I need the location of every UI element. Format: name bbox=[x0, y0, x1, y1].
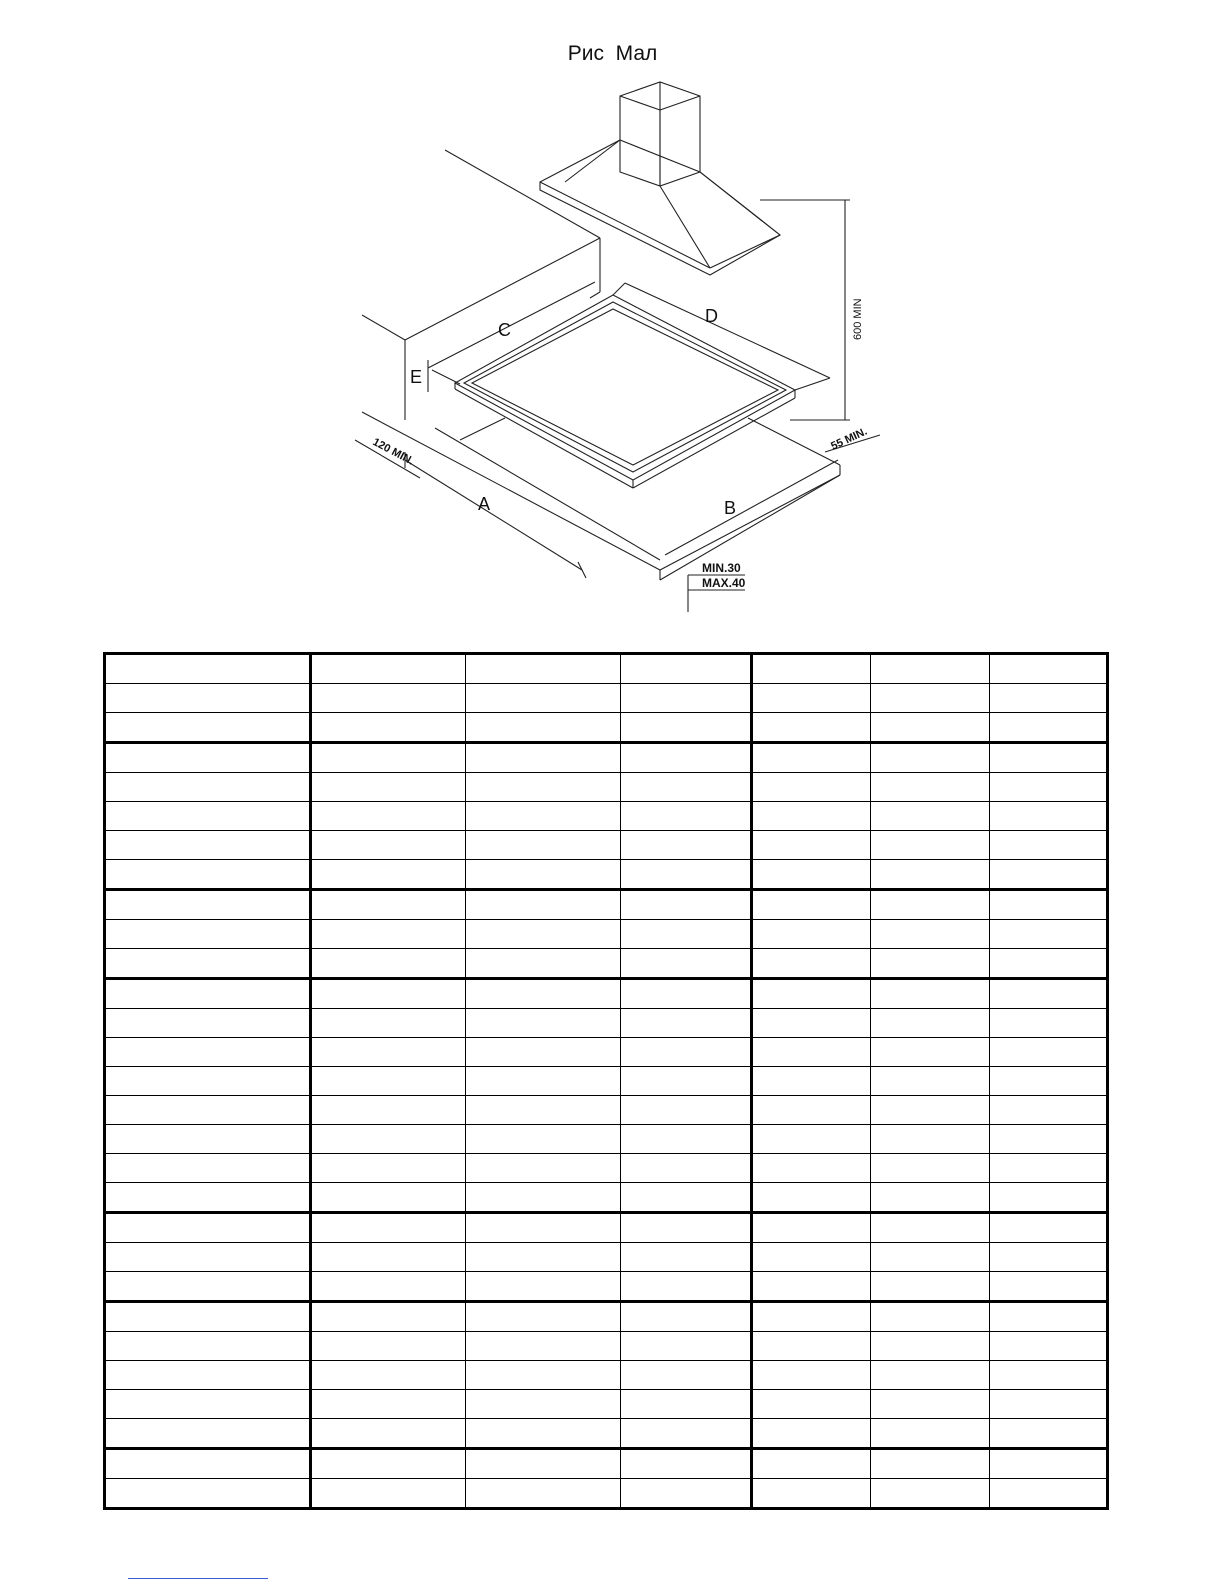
table-cell bbox=[105, 1213, 311, 1243]
table-cell bbox=[466, 890, 621, 920]
table-cell bbox=[466, 1067, 621, 1096]
table-row bbox=[105, 802, 1108, 831]
table-cell bbox=[466, 1332, 621, 1361]
table-cell bbox=[621, 1038, 752, 1067]
table-cell bbox=[752, 949, 871, 979]
table-cell bbox=[621, 890, 752, 920]
table-cell bbox=[311, 1390, 466, 1419]
table-cell bbox=[752, 831, 871, 860]
table-cell bbox=[466, 979, 621, 1009]
table-cell bbox=[990, 1272, 1108, 1302]
table-cell bbox=[871, 1419, 990, 1449]
table-row bbox=[105, 684, 1108, 713]
table-cell bbox=[621, 1449, 752, 1479]
table-row bbox=[105, 1243, 1108, 1272]
table-cell bbox=[871, 1361, 990, 1390]
figure-title: Рис Мал bbox=[567, 42, 658, 65]
table-cell bbox=[311, 773, 466, 802]
table-row bbox=[105, 1154, 1108, 1183]
table-cell bbox=[752, 1154, 871, 1183]
table-cell bbox=[105, 1183, 311, 1213]
table-cell bbox=[621, 1154, 752, 1183]
table-cell bbox=[990, 890, 1108, 920]
table-cell bbox=[105, 1096, 311, 1125]
table-cell bbox=[105, 1390, 311, 1419]
table-cell bbox=[752, 802, 871, 831]
table-cell bbox=[466, 1243, 621, 1272]
table-row bbox=[105, 1009, 1108, 1038]
table-cell bbox=[752, 1009, 871, 1038]
table-cell bbox=[752, 1213, 871, 1243]
label-thickness-min: MIN.30 bbox=[702, 561, 741, 575]
table-cell bbox=[105, 1302, 311, 1332]
table-cell bbox=[871, 1154, 990, 1183]
table-cell bbox=[752, 1125, 871, 1154]
table-cell bbox=[990, 1125, 1108, 1154]
table-cell bbox=[466, 1038, 621, 1067]
table-row bbox=[105, 1183, 1108, 1213]
table-cell bbox=[990, 1302, 1108, 1332]
table-cell bbox=[990, 1390, 1108, 1419]
table-cell bbox=[990, 831, 1108, 860]
table-cell bbox=[311, 979, 466, 1009]
table-cell bbox=[990, 1009, 1108, 1038]
table-cell bbox=[311, 1243, 466, 1272]
table-cell bbox=[752, 654, 871, 684]
table-cell bbox=[621, 713, 752, 743]
table-cell bbox=[105, 1038, 311, 1067]
table-cell bbox=[105, 1332, 311, 1361]
table-cell bbox=[871, 802, 990, 831]
footer-link-underline bbox=[128, 1578, 268, 1579]
table-cell bbox=[621, 1479, 752, 1509]
table-cell bbox=[621, 1272, 752, 1302]
table-cell bbox=[621, 949, 752, 979]
table-row bbox=[105, 1419, 1108, 1449]
table-cell bbox=[105, 1419, 311, 1449]
table-cell bbox=[990, 743, 1108, 773]
table-cell bbox=[871, 773, 990, 802]
table-cell bbox=[311, 654, 466, 684]
hob-installation-diagram bbox=[0, 0, 1225, 640]
table-cell bbox=[311, 1009, 466, 1038]
table-cell bbox=[105, 713, 311, 743]
table-cell bbox=[621, 1125, 752, 1154]
label-hood-height: 600 MIN bbox=[852, 298, 864, 340]
table-cell bbox=[105, 860, 311, 890]
label-e: E bbox=[410, 367, 423, 387]
table-cell bbox=[871, 684, 990, 713]
table-cell bbox=[752, 1272, 871, 1302]
label-back-clearance: 120 MIN. bbox=[370, 436, 416, 468]
table-row bbox=[105, 1332, 1108, 1361]
table-cell bbox=[311, 1038, 466, 1067]
table-cell bbox=[621, 1302, 752, 1332]
table-cell bbox=[311, 949, 466, 979]
table-cell bbox=[311, 1449, 466, 1479]
table-cell bbox=[871, 1272, 990, 1302]
table-cell bbox=[871, 1125, 990, 1154]
table-row bbox=[105, 890, 1108, 920]
table-row bbox=[105, 743, 1108, 773]
table-cell bbox=[466, 1009, 621, 1038]
table-cell bbox=[990, 1038, 1108, 1067]
table-cell bbox=[311, 1272, 466, 1302]
table-cell bbox=[752, 713, 871, 743]
table-cell bbox=[752, 979, 871, 1009]
table-cell bbox=[311, 1154, 466, 1183]
label-a: A bbox=[478, 494, 491, 514]
table-cell bbox=[311, 802, 466, 831]
table-cell bbox=[752, 920, 871, 949]
table-cell bbox=[105, 1009, 311, 1038]
table-cell bbox=[871, 1243, 990, 1272]
table-cell bbox=[466, 1125, 621, 1154]
table-row bbox=[105, 1213, 1108, 1243]
table-cell bbox=[990, 860, 1108, 890]
table-cell bbox=[871, 1067, 990, 1096]
table-cell bbox=[105, 831, 311, 860]
table-cell bbox=[105, 1449, 311, 1479]
table-cell bbox=[621, 654, 752, 684]
table-cell bbox=[311, 890, 466, 920]
table-cell bbox=[990, 920, 1108, 949]
table-row bbox=[105, 713, 1108, 743]
table-cell bbox=[311, 1096, 466, 1125]
table-cell bbox=[621, 831, 752, 860]
table-cell bbox=[621, 1361, 752, 1390]
table-row bbox=[105, 1302, 1108, 1332]
table-cell bbox=[311, 743, 466, 773]
table-cell bbox=[871, 1183, 990, 1213]
table-row bbox=[105, 1067, 1108, 1096]
table-cell bbox=[105, 949, 311, 979]
table-cell bbox=[990, 1183, 1108, 1213]
table-cell bbox=[621, 860, 752, 890]
table-cell bbox=[466, 1272, 621, 1302]
table-cell bbox=[990, 949, 1108, 979]
table-row bbox=[105, 860, 1108, 890]
table-cell bbox=[311, 1332, 466, 1361]
table-cell bbox=[621, 920, 752, 949]
table-cell bbox=[871, 1302, 990, 1332]
table-cell bbox=[990, 1419, 1108, 1449]
table-cell bbox=[752, 1390, 871, 1419]
table-row bbox=[105, 1361, 1108, 1390]
table-cell bbox=[311, 1419, 466, 1449]
table-cell bbox=[752, 1361, 871, 1390]
table-cell bbox=[752, 1038, 871, 1067]
dimension-table bbox=[103, 652, 1109, 1510]
table-cell bbox=[990, 1154, 1108, 1183]
table-cell bbox=[311, 831, 466, 860]
table-cell bbox=[105, 1154, 311, 1183]
table-cell bbox=[621, 979, 752, 1009]
table-cell bbox=[871, 920, 990, 949]
table-cell bbox=[621, 743, 752, 773]
table-cell bbox=[105, 1243, 311, 1272]
table-cell bbox=[311, 1361, 466, 1390]
table-cell bbox=[871, 1038, 990, 1067]
table-row bbox=[105, 1449, 1108, 1479]
table-cell bbox=[871, 1096, 990, 1125]
table-cell bbox=[990, 1361, 1108, 1390]
table-cell bbox=[466, 1154, 621, 1183]
table-cell bbox=[752, 773, 871, 802]
table-cell bbox=[621, 1332, 752, 1361]
table-cell bbox=[990, 979, 1108, 1009]
label-thickness-max: MAX.40 bbox=[702, 576, 746, 590]
table-cell bbox=[752, 890, 871, 920]
table-cell bbox=[871, 1332, 990, 1361]
table-cell bbox=[871, 860, 990, 890]
label-b: B bbox=[724, 498, 737, 518]
table-cell bbox=[990, 1332, 1108, 1361]
table-cell bbox=[311, 1213, 466, 1243]
table-cell bbox=[990, 1213, 1108, 1243]
table-cell bbox=[871, 1213, 990, 1243]
table-row bbox=[105, 1272, 1108, 1302]
table-cell bbox=[621, 802, 752, 831]
table-cell bbox=[105, 1125, 311, 1154]
table-row bbox=[105, 1479, 1108, 1509]
table-cell bbox=[621, 1243, 752, 1272]
table-cell bbox=[105, 979, 311, 1009]
table-cell bbox=[871, 1479, 990, 1509]
table-cell bbox=[621, 1419, 752, 1449]
table-cell bbox=[466, 1096, 621, 1125]
table-cell bbox=[990, 1067, 1108, 1096]
table-cell bbox=[466, 860, 621, 890]
table-cell bbox=[621, 1183, 752, 1213]
table-cell bbox=[871, 654, 990, 684]
table-cell bbox=[466, 1449, 621, 1479]
table-cell bbox=[466, 1361, 621, 1390]
table-cell bbox=[752, 1302, 871, 1332]
table-cell bbox=[871, 1449, 990, 1479]
table-cell bbox=[990, 684, 1108, 713]
table-row bbox=[105, 949, 1108, 979]
table-cell bbox=[466, 1390, 621, 1419]
table-cell bbox=[311, 684, 466, 713]
table-cell bbox=[311, 1302, 466, 1332]
table-cell bbox=[871, 1390, 990, 1419]
table-cell bbox=[871, 949, 990, 979]
table-cell bbox=[621, 1390, 752, 1419]
table-cell bbox=[752, 684, 871, 713]
table-cell bbox=[311, 1125, 466, 1154]
table-cell bbox=[311, 1183, 466, 1213]
table-cell bbox=[466, 773, 621, 802]
table-cell bbox=[752, 743, 871, 773]
table-cell bbox=[105, 654, 311, 684]
table-cell bbox=[105, 1067, 311, 1096]
label-d: D bbox=[705, 306, 718, 326]
table-row bbox=[105, 773, 1108, 802]
table-cell bbox=[990, 1243, 1108, 1272]
table-cell bbox=[466, 743, 621, 773]
table-cell bbox=[752, 1332, 871, 1361]
table-cell bbox=[871, 743, 990, 773]
table-cell bbox=[990, 1479, 1108, 1509]
table-cell bbox=[466, 1213, 621, 1243]
table-cell bbox=[311, 1067, 466, 1096]
table-cell bbox=[466, 713, 621, 743]
table-cell bbox=[871, 831, 990, 860]
table-cell bbox=[466, 1183, 621, 1213]
table-cell bbox=[466, 1419, 621, 1449]
table-row bbox=[105, 654, 1108, 684]
table-cell bbox=[621, 1213, 752, 1243]
table-cell bbox=[990, 1096, 1108, 1125]
table-cell bbox=[466, 654, 621, 684]
table-cell bbox=[990, 654, 1108, 684]
table-cell bbox=[752, 1419, 871, 1449]
table-cell bbox=[105, 802, 311, 831]
table-cell bbox=[752, 1479, 871, 1509]
table-cell bbox=[752, 1183, 871, 1213]
table-cell bbox=[105, 1479, 311, 1509]
table-cell bbox=[105, 890, 311, 920]
table-cell bbox=[752, 1243, 871, 1272]
table-cell bbox=[466, 1302, 621, 1332]
table-cell bbox=[871, 979, 990, 1009]
table-cell bbox=[871, 890, 990, 920]
table-cell bbox=[621, 1096, 752, 1125]
table-cell bbox=[466, 802, 621, 831]
table-cell bbox=[466, 949, 621, 979]
table-cell bbox=[990, 773, 1108, 802]
table-cell bbox=[621, 1009, 752, 1038]
table-cell bbox=[105, 920, 311, 949]
table-row bbox=[105, 1096, 1108, 1125]
table-row bbox=[105, 831, 1108, 860]
table-row bbox=[105, 979, 1108, 1009]
table-cell bbox=[752, 1449, 871, 1479]
table-row bbox=[105, 920, 1108, 949]
table-cell bbox=[752, 1096, 871, 1125]
table-cell bbox=[466, 1479, 621, 1509]
table-cell bbox=[990, 713, 1108, 743]
table-cell bbox=[871, 713, 990, 743]
table-row bbox=[105, 1390, 1108, 1419]
table-cell bbox=[311, 920, 466, 949]
table-cell bbox=[621, 773, 752, 802]
table-cell bbox=[466, 920, 621, 949]
table-cell bbox=[752, 1067, 871, 1096]
table-cell bbox=[871, 1009, 990, 1038]
table-row bbox=[105, 1125, 1108, 1154]
table-cell bbox=[105, 773, 311, 802]
table-cell bbox=[752, 860, 871, 890]
label-c: C bbox=[498, 320, 511, 340]
table-cell bbox=[105, 743, 311, 773]
table-cell bbox=[990, 1449, 1108, 1479]
table-cell bbox=[621, 1067, 752, 1096]
table-cell bbox=[311, 860, 466, 890]
table-cell bbox=[105, 1272, 311, 1302]
label-side-clearance: 55 MIN. bbox=[829, 425, 870, 453]
table-cell bbox=[311, 1479, 466, 1509]
table-cell bbox=[311, 713, 466, 743]
table-cell bbox=[466, 684, 621, 713]
table-cell bbox=[105, 1361, 311, 1390]
table-row bbox=[105, 1038, 1108, 1067]
table-cell bbox=[990, 802, 1108, 831]
table-cell bbox=[466, 831, 621, 860]
table-cell bbox=[621, 684, 752, 713]
table-cell bbox=[105, 684, 311, 713]
